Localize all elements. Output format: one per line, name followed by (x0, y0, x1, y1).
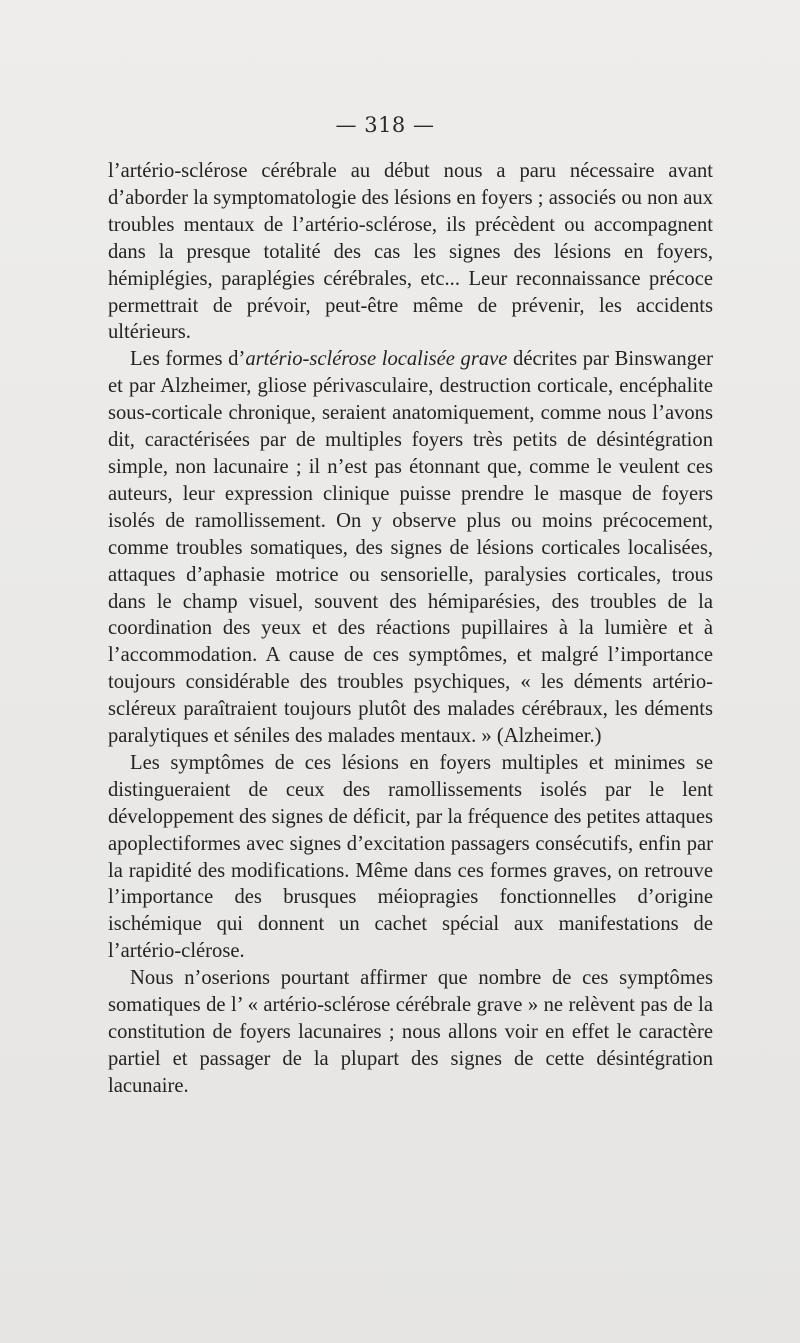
paragraph (108, 965, 713, 1100)
paragraph (108, 346, 713, 750)
text-segment: Les formes d’ (130, 348, 246, 371)
page-number: — 318 — (335, 113, 435, 137)
body-text (108, 158, 713, 1100)
text-segment: l’artério-sclérose cérébrale au début nous a paru nécessaire avant d’aborder la symptomatologie des lésions en foyers ; associés ou non aux troubles mentaux de l’artério-sclérose, ils précèdent ou accompagnent dans la presque totalité des cas les signes des lésions en foyers, hémiplégies, paraplégies cérébrales, etc... Leur reconnaissance précoce permettrait de prévoir, peut-être même de prévenir, les accidents ultérieurs. (108, 160, 713, 344)
paragraph (108, 158, 713, 346)
text-segment: Nous n’oserions pourtant affirmer que nombre de ces symptômes somatiques de l’ « artério-sclérose cérébrale grave » ne relèvent pas de la constitution de foyers lacunaires ; nous allons voir en effet le caractère partiel et passager de la plupart des signes de cette désintégration lacunaire. (108, 967, 713, 1097)
text-segment: Les symptômes de ces lésions en foyers multiples et minimes se distingueraient de ceux des ramollissements isolés par le lent développement des signes de déficit, par la fréquence des petites attaques apoplectiformes avec signes d’excitation passagers consécutifs, enfin par la rapidité des modifications. Même dans ces formes graves, on retrouve l’importance des brusques méiopragies fonctionnelles d’origine ischémique qui donnent un cachet spécial aux manifestations de l’artério-clérose. (108, 751, 713, 963)
italic-term: artério-sclérose localisée grave (245, 348, 508, 371)
text-segment: décrites par Binswanger et par Alzheimer, gliose périvasculaire, destruction corticale, encéphalite sous-corticale chronique, seraient anatomiquement, comme nous l’avons dit, caractérisées par de multiples foyers très petits de désintégration simple, non lacunaire ; il n’est pas étonnant que, comme le veulent ces auteurs, leur expression clinique puisse prendre le masque de foyers isolés de ramollissement. On y observe plus ou moins précocement, comme troubles somatiques, des signes de lésions corticales localisées, attaques d’aphasie motrice ou sensorielle, paralysies corticales, trous dans le champ visuel, souvent des hémiparésies, des troubles de la coordination des yeux et des réactions pupillaires à la lumière et à l’accommodation. A cause de ces symptômes, et malgré l’importance toujours considérable des troubles psychiques, « les déments artério-scléreux paraîtraient toujours plutôt des malades cérébraux, les déments paralytiques et séniles des malades mentaux. » (Alzheimer.) (108, 348, 713, 748)
paragraph (108, 750, 713, 965)
